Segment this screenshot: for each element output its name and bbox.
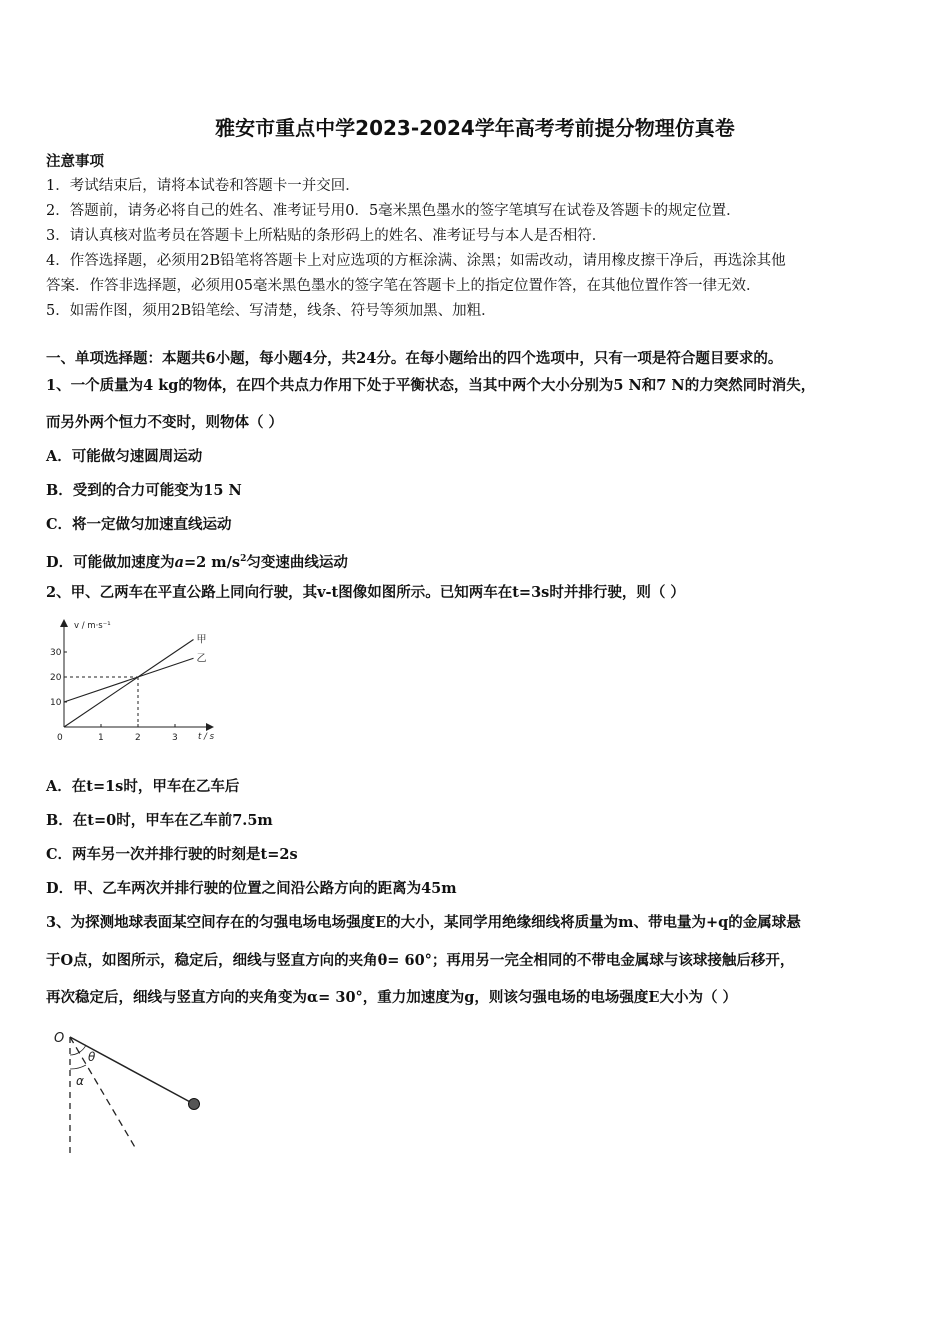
- notice-item: 2．答题前，请务必将自己的姓名、准考证号用0．5毫米黑色墨水的签字笔填写在试卷及答题卡的规定位置．: [46, 203, 741, 219]
- series-label: 乙: [196, 653, 207, 665]
- notice-heading: 注意事项: [46, 153, 104, 170]
- q3-stem-line3: 再次稳定后，细线与竖直方向的夹角变为α= 30°，重力加速度为g，则该匀强电场的电场强度E大小为（ ）: [46, 989, 738, 1006]
- pendulum-diagram: [50, 1025, 220, 1165]
- x-tick-label: 2: [135, 733, 141, 743]
- q1-d-mid: =2 m/s: [183, 553, 241, 571]
- q1-option-d: [46, 549, 916, 573]
- q3-stem-line1: 3、为探测地球表面某空间存在的匀强电场电场强度E的大小，某同学用绝缘细线将质量为m、带电量为+q的金属球悬: [46, 914, 801, 931]
- q3-stem-line2: 于O点，如图所示，稳定后，细线与竖直方向的夹角θ= 60°；再用另一完全相同的不带电金属球与该球接触后移开，: [46, 952, 795, 969]
- q2-option-c: C．两车另一次并排行驶的时刻是t=2s: [46, 846, 298, 863]
- thread-new-position: [70, 1037, 136, 1149]
- q1-stem: 1、一个质量为4 kg的物体，在四个共点力作用下处于平衡状态，当其中两个大小分别为5 N和7 N的力突然同时消失，: [46, 377, 816, 394]
- y-tick-label: 10: [50, 698, 62, 708]
- x-tick-label: 3: [172, 733, 178, 743]
- theta-label: θ: [88, 1050, 96, 1064]
- metal-ball: [189, 1099, 200, 1110]
- q1-option-a: A．可能做匀速圆周运动: [46, 448, 203, 465]
- q2-option-b: B．在t=0时，甲车在乙车前7.5m: [46, 812, 273, 829]
- y-tick-label: 30: [50, 648, 62, 658]
- series-line: [64, 658, 194, 702]
- q1-d-sup: 2: [240, 554, 247, 564]
- notice-item: 1．考试结束后，请将本试卷和答题卡一并交回．: [46, 178, 360, 194]
- notice-item: 3．请认真核对监考员在答题卡上所粘贴的条形码上的姓名、准考证号与本人是否相符．: [46, 228, 607, 244]
- x-axis-label: t / s: [198, 732, 215, 742]
- notice-item: 4．作答选择题，必须用2B铅笔将答题卡上对应选项的方框涂满、涂黑；如需改动，请用橡皮擦干净后，再选涂其他: [46, 253, 786, 269]
- alpha-label: α: [76, 1074, 84, 1088]
- y-axis-arrow: [60, 619, 68, 627]
- y-axis-label: v / m·s⁻¹: [74, 621, 111, 631]
- thread-line: [70, 1037, 192, 1103]
- vt-graph: [46, 615, 226, 745]
- q2-stem: 2、甲、乙两车在平直公路上同向行驶，其v-t图像如图所示。已知两车在t=3s时并排行驶，则（ ）: [46, 584, 685, 601]
- series-line: [64, 640, 194, 728]
- x-tick-label: 1: [98, 733, 104, 743]
- q1-option-c: C．将一定做匀加速直线运动: [46, 516, 232, 533]
- q1-d-post: 匀变速曲线运动: [246, 553, 348, 571]
- section-heading: 一、单项选择题：本题共6小题，每小题4分，共24分。在每小题给出的四个选项中，只有一项是符合题目要求的。: [46, 350, 783, 367]
- q1-d-pre: D．可能做加速度为: [46, 553, 175, 571]
- q1-stem-cont: 而另外两个恒力不变时，则物体（ ）: [46, 414, 284, 431]
- y-tick-label: 20: [50, 673, 62, 683]
- q1-option-b: B．受到的合力可能变为15 N: [46, 482, 242, 499]
- page-title: 雅安市重点中学2023-2024学年高考考前提分物理仿真卷: [215, 116, 735, 140]
- q2-option-d: D．甲、乙车两次并排行驶的位置之间沿公路方向的距离为45m: [46, 880, 457, 897]
- notice-item: 答案．作答非选择题，必须用05毫米黑色墨水的签字笔在答题卡上的指定位置作答，在其他位置作答一律无效．: [46, 278, 761, 294]
- q1-d-var: a: [174, 553, 184, 571]
- x-axis-arrow: [206, 723, 214, 731]
- q2-option-a: A．在t=1s时，甲车在乙车后: [46, 778, 240, 795]
- alpha-arc: [70, 1065, 86, 1069]
- notice-item: 5．如需作图，须用2B铅笔绘、写清楚，线条、符号等须加黑、加粗．: [46, 303, 496, 319]
- x-tick-label: 0: [57, 733, 63, 743]
- series-label: 甲: [196, 634, 207, 646]
- point-o-label: O: [54, 1031, 65, 1046]
